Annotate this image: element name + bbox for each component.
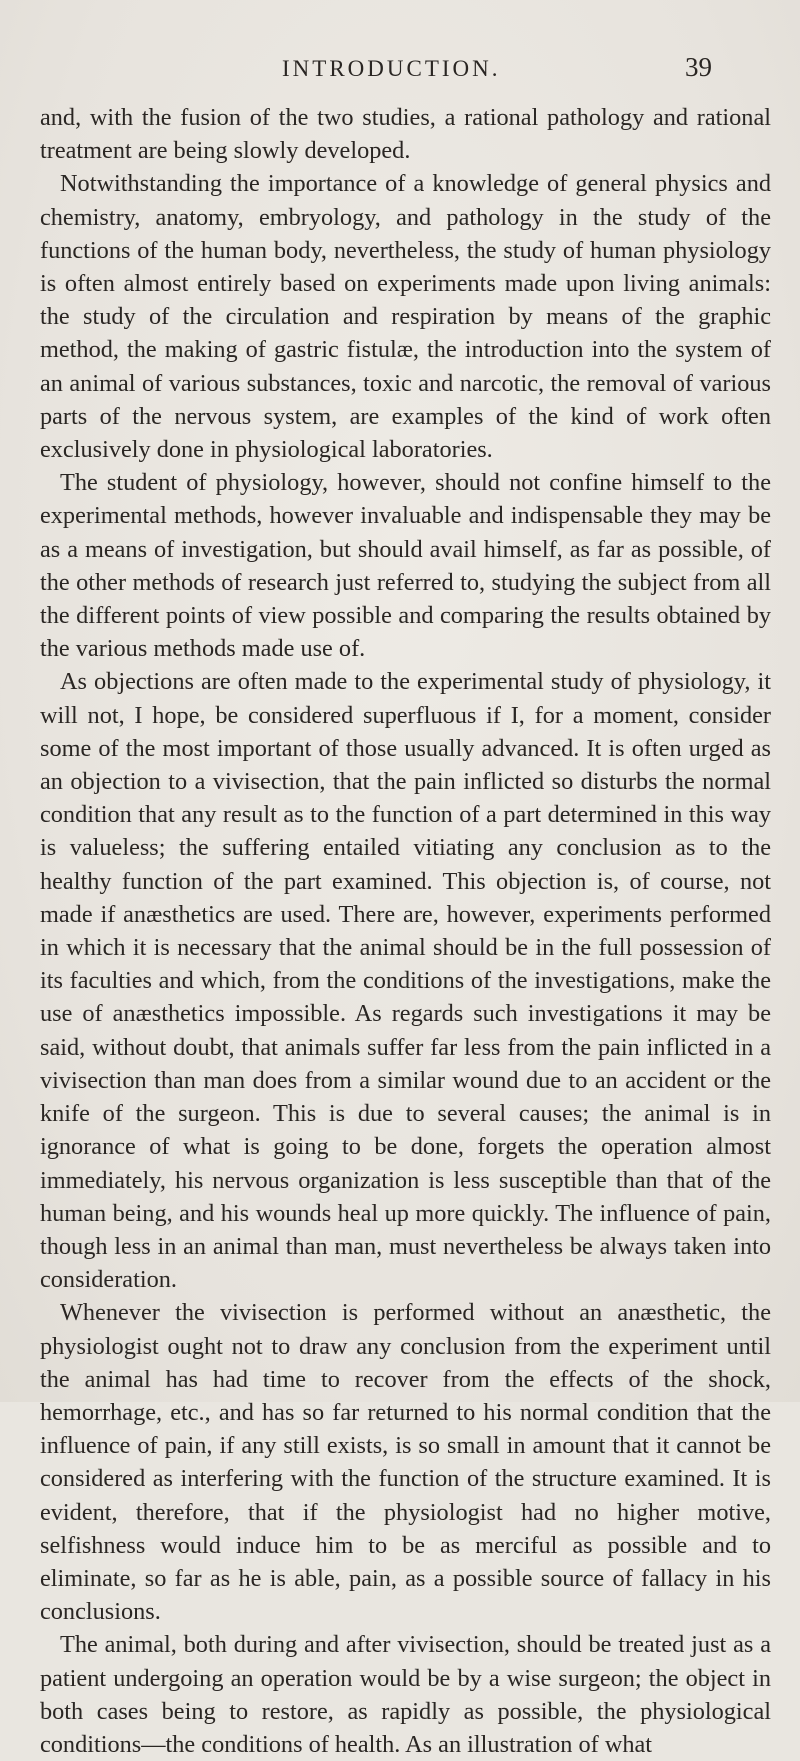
paragraph-2: Notwithstanding the importance of a knowledge of general physics and chemistry, anatomy, embryology, and pathology in the study of the functions of the human body, nevertheless, the study of human physiology is often almost entirely based on experiments made upon living animals: the study of the circulation and respiration by means of the graphic method, the making of gastric fistulæ, the introduction into the system of an animal of various substances, toxic and narcotic, the removal of various parts of the nervous system, are examples of the kind of work often exclusively done in physiological laboratories. [40,170,771,464]
paragraph-5: Whenever the vivisection is performed without an anæsthetic, the physiologist ought not to draw any conclusion from the experiment until the animal has had time to recover from the effects of the shock, hemorrhage, etc., and has so far returned to his normal condition that the influence of pain, if any still exists, is so small in amount that it cannot be considered as interfering with the function of the structure examined. It is evident, therefore, that if the physiologist had no higher motive, selfishness would induce him to be as merciful as possible and to eliminate, so far as he is able, pain, as a possible source of fallacy in his conclusions. [40,1299,771,1626]
paragraph-3: The student of physiology, however, should not confine himself to the experimental methods, however invaluable and indispensable they may be as a means of investigation, but should avail himself, as far as possible, of the other methods of research just referred to, studying the subject from all the different points of view possible and comparing the results obtained by the various methods made use of. [40,469,771,663]
paragraph-4: As objections are often made to the experimental study of physiology, it will not, I hope, be considered superfluous if I, for a moment, consider some of the most important of those usually advanced. It is often urged as an objection to a vivisection, that the pain inflicted so disturbs the normal condition that any result as to the function of a part determined in this way is valueless; the suffering entailed vitiating any conclusion as to the healthy function of the part examined. This objection is, of course, not made if anæsthetics are used. There are, however, experiments performed in which it is necessary that the animal should be in the full possession of its faculties and which, from the conditions of the investigations, make the use of anæsthetics impossible. As regards such investigations it may be said, without doubt, that animals suffer far less from the pain inflicted in a vivisection than man does from a similar wound due to an accident or the knife of the surgeon. This is due to several causes; the animal is in ignorance of what is going to be done, forgets the operation almost immediately, his nervous organization is less susceptible than that of the human being, and his wounds heal up more quickly. The influence of pain, though less in an animal than man, must nevertheless be always taken into consideration. [40,668,771,1294]
page-number: 39 [685,52,712,82]
running-head: INTRODUCTION. [282,56,501,81]
page-header [0,52,800,88]
body-text [40,101,771,1761]
paragraph-1: and, with the fusion of the two studies, a rational pathology and rational treatment are being slowly developed. [40,104,771,165]
paragraph-6: The animal, both during and after vivisection, should be treated just as a patient undergoing an operation would be by a wise surgeon; the object in both cases being to restore, as rapidly as possible, the physiological conditions—the conditions of health. As an illustration of what [40,1631,771,1758]
